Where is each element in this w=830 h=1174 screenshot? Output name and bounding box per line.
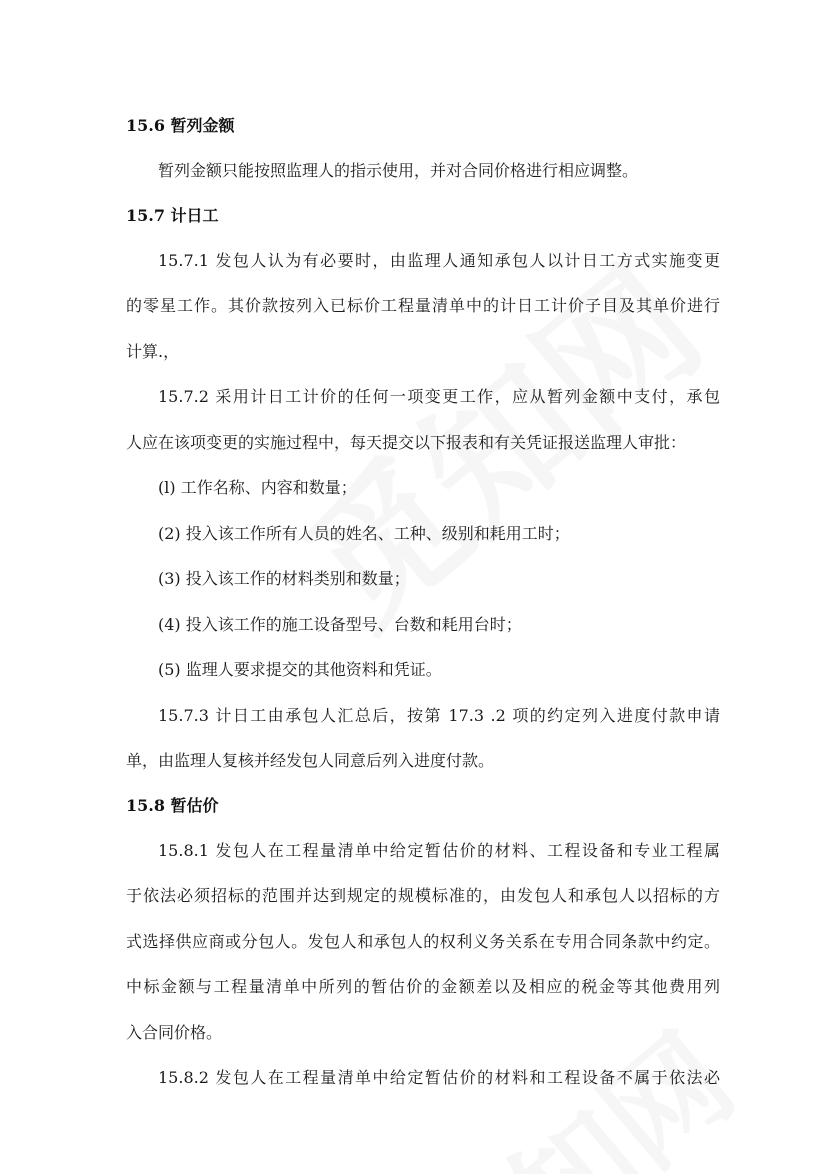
list-item: (l) 工作名称、内容和数量； <box>158 478 357 497</box>
text-line: 式选择供应商或分包人。发包人和承包人的权利义务关系在专用合同条款中约定。 <box>126 931 720 951</box>
paragraph-15-7-3 <box>126 693 720 784</box>
text-line: 15.8.2 发包人在工程量清单中给定暂估价的材料和工程设备不属于依法必 <box>158 1068 720 1087</box>
text-line: 于依法必须招标的范围并达到规定的规模标准的，由发包人和承包人以招标的方 <box>126 886 720 905</box>
text-line: 15.7.2 采用计日工计价的任何一项变更工作，应从暂列金额中支付，承包 <box>158 387 720 406</box>
document-body <box>126 104 720 1101</box>
text-line: 15.8.1 发包人在工程量清单中给定暂估价的材料、工程设备和专业工程属 <box>158 840 720 860</box>
text-line: 15.7.3 计日工由承包人汇总后，按第 17.3 .2 项的约定列入进度付款申请 <box>158 705 720 725</box>
text-line: 人应在该项变更的实施过程中，每天提交以下报表和有关凭证报送监理人审批： <box>126 432 687 452</box>
text-line: 中标金额与工程量清单中所列的暂估价的金额差以及相应的税金等其他费用列 <box>126 977 720 996</box>
section-heading-15-6: 15.6 暂列金额 <box>126 116 235 135</box>
text-line: 的零星工作。其价款按列入已标价工程量清单中的计日工计价子目及其单价进行 <box>126 296 720 315</box>
list-item: (5) 监理人要求提交的其他资料和凭证。 <box>158 660 442 679</box>
paragraph-15-8-2 <box>126 1055 720 1101</box>
text-line: 15.7.1 发包人认为有必要时，由监理人通知承包人以计日工方式实施变更 <box>158 250 720 270</box>
paragraph-15-7-2 <box>126 374 720 465</box>
text-line: 入合同价格。 <box>126 1022 223 1042</box>
list-item: (2) 投入该工作所有人员的姓名、工种、级别和耗用工时； <box>158 523 570 543</box>
section-heading-15-8: 15.8 暂估价 <box>126 795 219 815</box>
text-line: 计算.， <box>126 341 180 361</box>
section-heading-15-7: 15.7 计日工 <box>126 205 219 225</box>
text-line: 单，由监理人复核并经发包人同意后列入进度付款。 <box>126 751 495 770</box>
list-item: (3) 投入该工作的材料类别和数量； <box>158 569 410 588</box>
paragraph-15-8-1 <box>126 828 720 1056</box>
list-item: (4) 投入该工作的施工设备型号、台数和耗用台时； <box>158 614 522 634</box>
paragraph-15-6: 暂列金额只能按照监理人的指示使用，并对合同价格进行相应调整。 <box>158 161 639 180</box>
paragraph-15-7-1 <box>126 238 720 375</box>
